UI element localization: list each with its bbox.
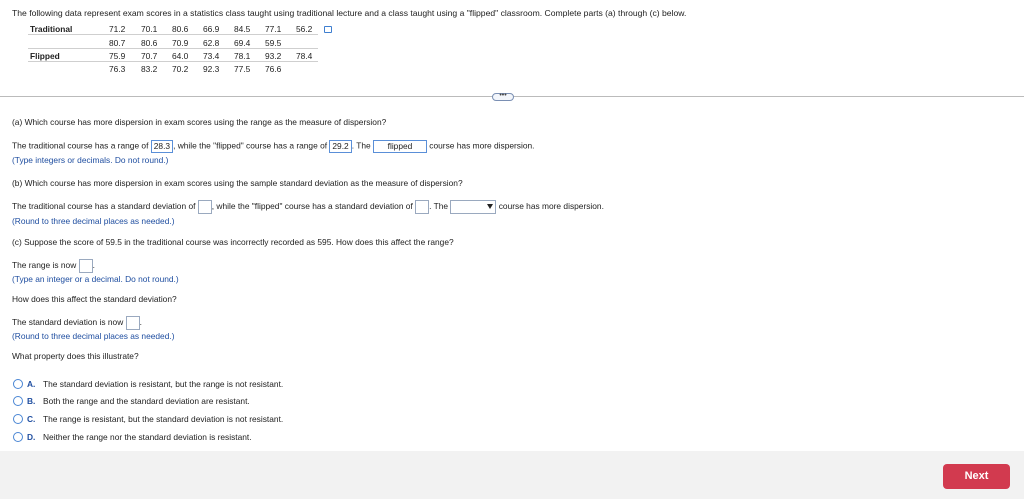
copy-data-icon[interactable] <box>324 26 332 33</box>
traditional-label: Traditional <box>30 24 73 34</box>
table-cell: 70.7 <box>141 51 158 61</box>
part-b-text-2: , while the "flipped" course has a standard deviation of <box>211 201 413 212</box>
part-a-hint: (Type integers or decimals. Do not round.) <box>12 155 169 165</box>
range-now-hint: (Type an integer or a decimal. Do not round.) <box>12 274 179 284</box>
option-text: The standard deviation is resistant, but the range is not resistant. <box>43 379 284 389</box>
option-letter: A. <box>27 379 36 389</box>
part-a-text-4: course has more dispersion. <box>429 140 535 151</box>
sd-flipped-input[interactable] <box>415 200 429 214</box>
sd-now-hint: (Round to three decimal places as needed.) <box>12 331 175 341</box>
radio-option-b[interactable] <box>13 396 23 406</box>
table-cell: 83.2 <box>141 64 158 74</box>
footer-bar <box>0 451 1024 499</box>
option-text: Neither the range nor the standard deviation is resistant. <box>43 432 252 442</box>
option-text: Both the range and the standard deviation are resistant. <box>43 396 250 406</box>
table-cell: 73.4 <box>203 51 220 61</box>
part-b-text-1: The traditional course has a standard deviation of <box>12 201 196 212</box>
range-now-row: The range is now . <box>12 259 95 273</box>
table-cell: 70.2 <box>172 64 189 74</box>
range-traditional-answer[interactable]: 28.3 <box>151 140 173 153</box>
table-cell: 71.2 <box>109 24 126 34</box>
table-cell: 84.5 <box>234 24 251 34</box>
table-cell: 70.1 <box>141 24 158 34</box>
next-button[interactable]: Next <box>943 464 1010 489</box>
table-cell: 78.4 <box>296 51 313 61</box>
property-question: What property does this illustrate? <box>12 351 139 361</box>
chevron-down-icon <box>487 204 493 209</box>
sd-traditional-input[interactable] <box>198 200 212 214</box>
option-letter: B. <box>27 396 36 406</box>
table-cell: 76.3 <box>109 64 126 74</box>
part-a-sentence <box>12 140 535 153</box>
table-cell: 59.5 <box>265 38 282 48</box>
table-cell: 80.7 <box>109 38 126 48</box>
part-a-text-1: The traditional course has a range of <box>12 140 149 151</box>
part-b-question: (b) Which course has more dispersion in exam scores using the sample standard deviation as the measure of dispersion? <box>12 178 463 188</box>
part-b-sentence <box>12 200 604 214</box>
range-now-label: The range is now <box>12 260 77 271</box>
table-cell: 80.6 <box>141 38 158 48</box>
range-flipped-answer[interactable]: 29.2 <box>329 140 351 153</box>
table-cell: 76.6 <box>265 64 282 74</box>
sd-now-row: The standard deviation is now . <box>12 316 142 330</box>
range-now-input[interactable] <box>79 259 93 273</box>
table-cell: 69.4 <box>234 38 251 48</box>
option-letter: C. <box>27 414 36 424</box>
sd-effect-question: How does this affect the standard deviation? <box>12 294 177 304</box>
table-cell: 64.0 <box>172 51 189 61</box>
part-b-text-4: course has more dispersion. <box>498 201 604 212</box>
option-letter: D. <box>27 432 36 442</box>
table-cell: 77.5 <box>234 64 251 74</box>
part-c-question: (c) Suppose the score of 59.5 in the traditional course was incorrectly recorded as 595. How does this affect the range? <box>12 237 454 247</box>
table-cell: 62.8 <box>203 38 220 48</box>
table-cell: 92.3 <box>203 64 220 74</box>
part-a-text-2: , while the "flipped" course has a range of <box>173 140 328 151</box>
flipped-label: Flipped <box>30 51 60 61</box>
table-cell: 77.1 <box>265 24 282 34</box>
part-b-text-3: . The <box>429 201 449 212</box>
course-select-dropdown[interactable] <box>450 200 496 214</box>
expand-more-button[interactable]: ••• <box>492 93 514 101</box>
radio-option-c[interactable] <box>13 414 23 424</box>
table-cell: 56.2 <box>296 24 313 34</box>
table-cell: 93.2 <box>265 51 282 61</box>
table-cell: 66.9 <box>203 24 220 34</box>
table-cell: 75.9 <box>109 51 126 61</box>
table-cell: 70.9 <box>172 38 189 48</box>
problem-intro: The following data represent exam scores in a statistics class taught using traditional lecture and a class taught using a "flipped" classroom. Complete parts (a) through (c) below. <box>12 8 687 18</box>
course-answer-dropdown[interactable]: flipped <box>373 140 427 153</box>
part-b-hint: (Round to three decimal places as needed.) <box>12 216 175 226</box>
radio-option-d[interactable] <box>13 432 23 442</box>
part-a-question: (a) Which course has more dispersion in exam scores using the range as the measure of dispersion? <box>12 117 387 127</box>
sd-now-label: The standard deviation is now <box>12 317 124 328</box>
radio-option-a[interactable] <box>13 379 23 389</box>
table-cell: 80.6 <box>172 24 189 34</box>
option-text: The range is resistant, but the standard deviation is not resistant. <box>43 414 284 424</box>
sd-now-input[interactable] <box>126 316 140 330</box>
table-cell: 78.1 <box>234 51 251 61</box>
part-a-text-3: . The <box>351 140 371 151</box>
